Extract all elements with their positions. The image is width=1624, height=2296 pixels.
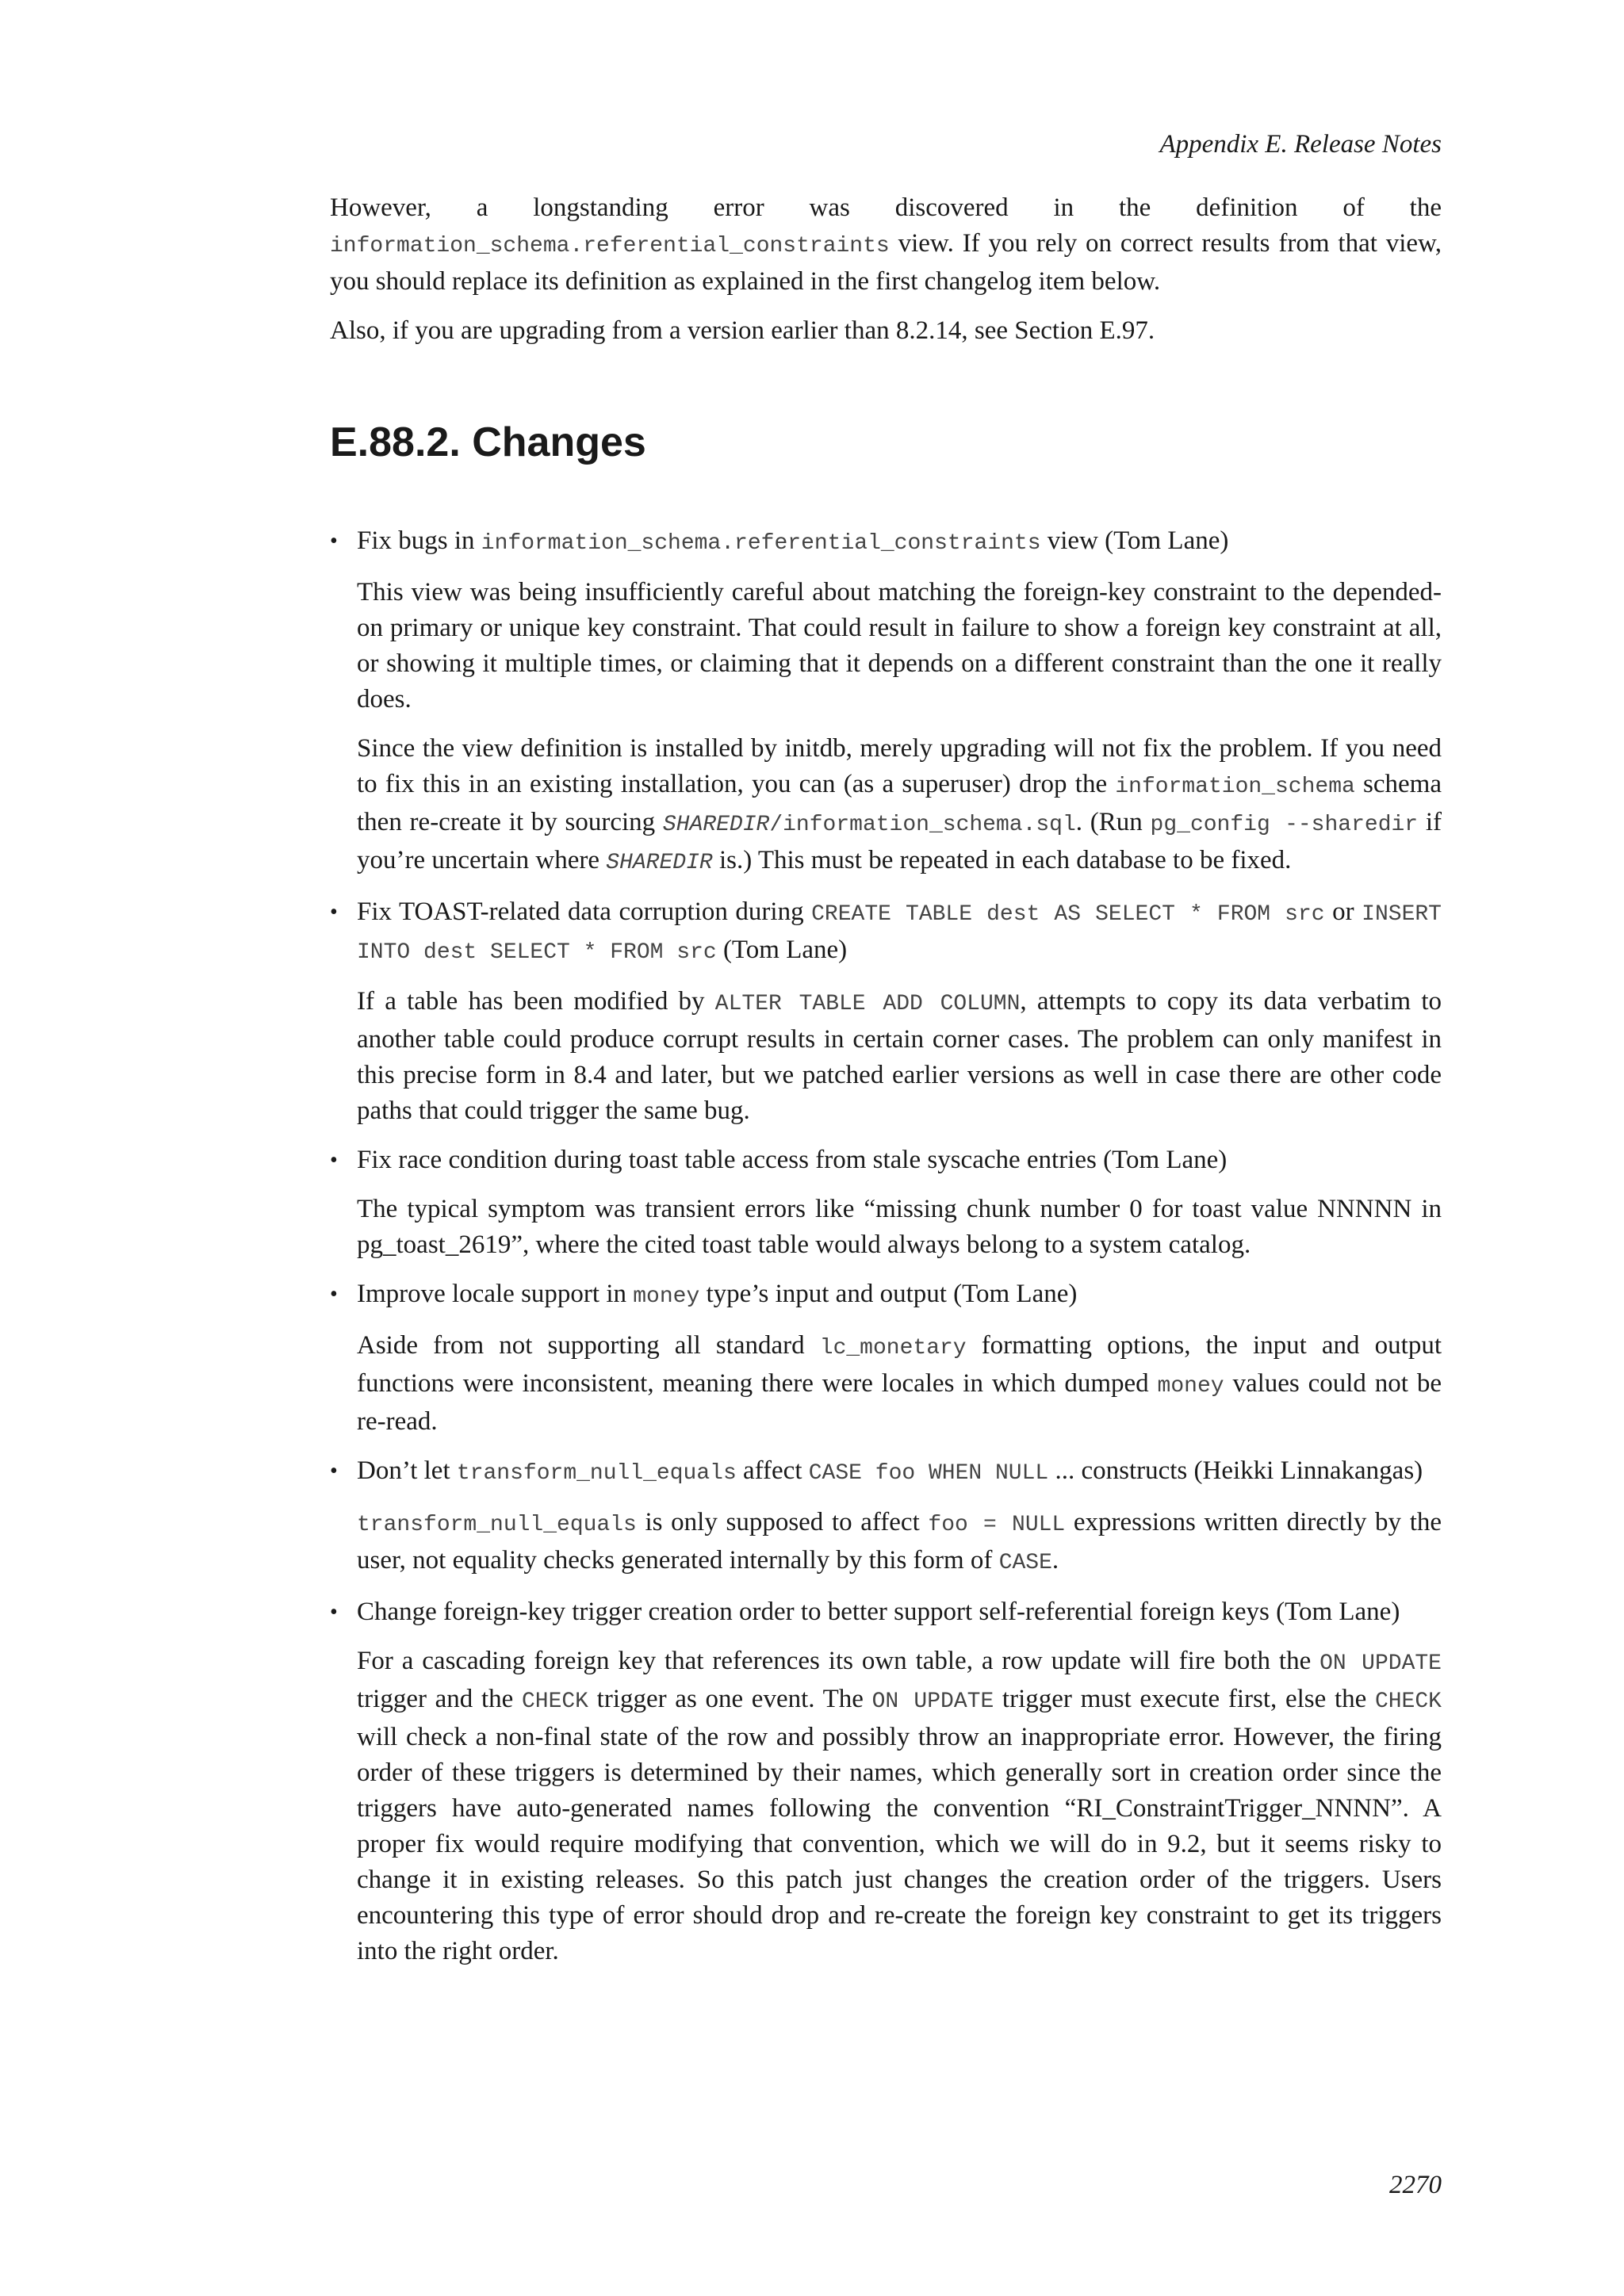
text-span: values could not be re-read. bbox=[357, 1369, 1442, 1436]
text-span: Don’t let bbox=[357, 1456, 457, 1485]
item-title bbox=[357, 1276, 1442, 1314]
item-title: Fix race condition during toast table access from stale syscache entries (Tom Lane) bbox=[357, 1146, 1228, 1174]
intro-paragraph bbox=[330, 190, 1442, 300]
code-span: CASE foo WHEN NULL bbox=[808, 1461, 1049, 1486]
text-span: will check a non-final state of the row and possibly throw an inappropriate error. However, the firing order of these triggers is determined by their names, which generally sort in creation order since the triggers have auto-generated names following the convention “RI_ConstraintTrigger_NNNN”. A proper fix would require modifying that convention, which we will do in 9.2, but it seems risky to change it in existing releases. So this patch just changes the creation order of the triggers. Users encountering this type of error should drop and re-create the foreign key constraint to get its triggers into the right order. bbox=[357, 1723, 1442, 1965]
code-span: money bbox=[1157, 1374, 1224, 1399]
code-span: CHECK bbox=[1374, 1689, 1442, 1714]
replaceable-span: SHAREDIR bbox=[662, 813, 770, 837]
item-description bbox=[357, 984, 1442, 1129]
text-span: For a cascading foreign key that references its own table, a row update will fire both the bbox=[357, 1647, 1320, 1675]
code-span: pg_config --sharedir bbox=[1150, 813, 1419, 837]
text-span: trigger and the bbox=[357, 1685, 522, 1713]
item-description bbox=[357, 1644, 1442, 1969]
list-item bbox=[330, 1594, 1442, 1969]
text-span: trigger as one event. The bbox=[588, 1685, 872, 1713]
code-span: CHECK bbox=[521, 1689, 588, 1714]
code-span: ON UPDATE bbox=[1320, 1651, 1442, 1676]
item-title bbox=[357, 523, 1442, 561]
bullet: • bbox=[330, 529, 338, 553]
list-item bbox=[330, 894, 1442, 1129]
section-heading: E.88.2. Changes bbox=[330, 419, 646, 465]
text-span: formatting options, the input and output functions were inconsistent, meaning there were locales in which dumped bbox=[357, 1331, 1442, 1398]
text-span: expressions written directly by the user, not equality checks generated internally by this form of bbox=[357, 1508, 1442, 1575]
item-title: Change foreign-key trigger creation order to better support self-referential foreign keys (Tom Lane) bbox=[357, 1598, 1400, 1626]
code-span: information_schema bbox=[1115, 775, 1355, 799]
intro-section bbox=[330, 190, 1442, 349]
code-span: transform_null_equals bbox=[456, 1461, 737, 1486]
text-span: view (Tom Lane) bbox=[1040, 526, 1229, 555]
text-span: affect bbox=[736, 1456, 809, 1485]
changes-list bbox=[330, 523, 1442, 1969]
list-item bbox=[330, 1453, 1442, 1581]
text-span: ... constructs (Heikki Linnakangas) bbox=[1048, 1456, 1423, 1485]
text-span: Aside from not supporting all standard bbox=[357, 1331, 820, 1360]
item-description bbox=[357, 1328, 1442, 1440]
text-span: . (Run bbox=[1075, 808, 1151, 836]
item-title bbox=[357, 894, 1442, 970]
text-span: Improve locale support in bbox=[357, 1280, 634, 1308]
list-item bbox=[330, 1276, 1442, 1440]
bullet: • bbox=[330, 1282, 338, 1307]
running-header: Appendix E. Release Notes bbox=[1159, 130, 1442, 159]
text-span: However, a longstanding error was discovered in the definition of the bbox=[330, 193, 1442, 222]
item-title bbox=[357, 1453, 1442, 1491]
code-span: /information_schema.sql bbox=[769, 813, 1076, 837]
code-span: ON UPDATE bbox=[871, 1689, 994, 1714]
text-span: trigger must execute first, else the bbox=[994, 1685, 1375, 1713]
code-span: lc_monetary bbox=[819, 1336, 967, 1360]
text-span: Fix bugs in bbox=[357, 526, 481, 555]
text-span: or bbox=[1324, 897, 1362, 926]
code-span: foo = NULL bbox=[928, 1513, 1066, 1537]
bullet: • bbox=[330, 1148, 338, 1173]
text-span: . bbox=[1051, 1546, 1059, 1575]
list-item bbox=[330, 523, 1442, 881]
text-span: , attempts to copy its data verbatim to another table could produce corrupt results in certain corner cases. The problem can only manifest in this precise form in 8.4 and later, but we patched earlier versions as well in case there are other code paths that could trigger the same bug. bbox=[357, 987, 1442, 1125]
text-span: schema then re-create it by sourcing bbox=[357, 770, 1442, 836]
text-span: type’s input and output (Tom Lane) bbox=[699, 1280, 1078, 1308]
text-span: Fix TOAST-related data corruption during bbox=[357, 897, 812, 926]
page-number: 2270 bbox=[1389, 2171, 1442, 2199]
code-span: INSERT INTO dest SELECT * FROM src bbox=[357, 902, 1442, 965]
code-span: information_schema.referential_constraints bbox=[481, 531, 1041, 556]
code-span: transform_null_equals bbox=[357, 1513, 637, 1537]
item-description: This view was being insufficiently careful about matching the foreign-key constraint to the depended-on primary or unique key constraint. That could result in failure to show a foreign key constraint at all, or showing it multiple times, or claiming that it depends on a different constraint than the one it really does. bbox=[357, 578, 1442, 714]
code-span: ALTER TABLE ADD COLUMN bbox=[714, 992, 1021, 1016]
intro-paragraph: Also, if you are upgrading from a version earlier than 8.2.14, see Section E.97. bbox=[330, 316, 1155, 345]
text-span: if you’re uncertain where bbox=[357, 808, 1442, 874]
replaceable-span: SHAREDIR bbox=[606, 851, 713, 875]
text-span: is.) This must be repeated in each database to be fixed. bbox=[712, 846, 1292, 874]
code-span: information_schema.referential_constraints bbox=[330, 234, 890, 258]
bullet: • bbox=[330, 1600, 338, 1624]
bullet: • bbox=[330, 900, 338, 924]
bullet: • bbox=[330, 1459, 338, 1483]
code-span: CREATE TABLE dest AS SELECT * FROM src bbox=[811, 902, 1325, 927]
list-item bbox=[330, 1142, 1442, 1263]
page-content bbox=[330, 190, 1442, 1969]
code-span: money bbox=[633, 1284, 700, 1309]
item-description: The typical symptom was transient errors like “missing chunk number 0 for toast value NNNNN in pg_toast_2619”, where the cited toast table would always belong to a system catalog. bbox=[357, 1195, 1442, 1259]
text-span: Since the view definition is installed by initdb, merely upgrading will not fix the problem. If you need to fix this in an existing installation, you can (as a superuser) drop the bbox=[357, 734, 1442, 798]
text-span: view. If you rely on correct results from that view, you should replace its definition as explained in the first changelog item below. bbox=[330, 229, 1442, 296]
text-span: is only supposed to affect bbox=[636, 1508, 929, 1536]
text-span: (Tom Lane) bbox=[716, 936, 848, 964]
item-description bbox=[357, 1505, 1442, 1581]
item-description bbox=[357, 731, 1442, 881]
text-span: If a table has been modified by bbox=[357, 987, 715, 1016]
code-span: CASE bbox=[998, 1551, 1052, 1575]
